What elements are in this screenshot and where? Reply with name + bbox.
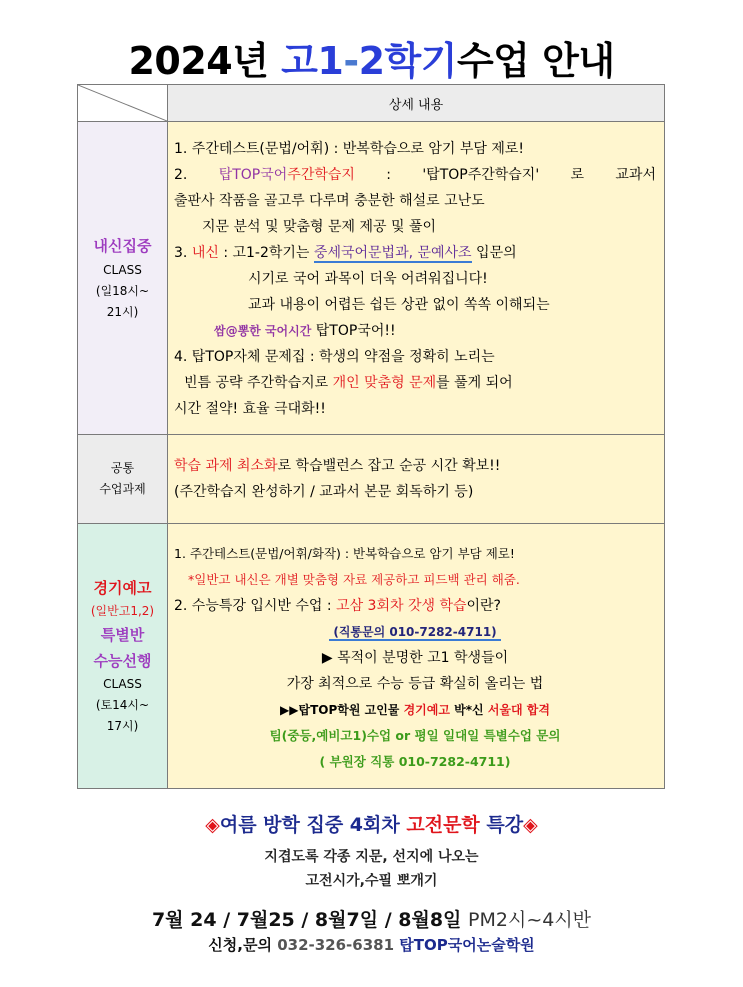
text-line: 지문 분석 및 맞춤형 문제 제공 및 풀이 <box>202 218 437 235</box>
text-fragment: 2. 수능특강 입시반 수업 : <box>174 597 332 614</box>
diamond-icon: ◈ <box>523 814 538 836</box>
label-suneung: 수능선행 <box>93 652 152 671</box>
label-time-start: (일18시~ <box>95 283 150 298</box>
row-label-naesin <box>78 122 168 435</box>
header-detail-label: 상세 내용 <box>168 85 665 122</box>
schedule-table <box>77 84 665 789</box>
text-line <box>174 593 656 619</box>
promo-dates <box>0 905 743 932</box>
text-line <box>174 453 656 479</box>
text-line: 1. 주간테스트(문법/어휘) : 반복학습으로 암기 부담 제로! <box>174 140 525 157</box>
promo-title-part: 특강 <box>486 814 524 836</box>
text-line <box>174 370 656 396</box>
text-fragment: 교과서 <box>615 166 656 183</box>
text-fragment: 로 <box>570 166 585 183</box>
promo-subtitle-2: 고전시가,수필 뽀개기 <box>305 873 438 889</box>
row-label-special <box>78 524 168 789</box>
row-label-common <box>78 435 168 524</box>
text-line: 4. 탑TOP자체 문제집 : 학생의 약점을 정확히 노리는 <box>174 348 495 365</box>
text-fragment: 를 풀게 되어 <box>436 374 513 391</box>
text-line <box>174 318 656 344</box>
label-gyeonggi: 경기예고 <box>93 578 152 597</box>
row-body-common <box>168 435 665 524</box>
text-fragment: 학습 과제 최소화 <box>174 458 278 474</box>
contact-phone: 032-326-6381 <box>277 936 395 954</box>
label-time-start: (토14시~ <box>95 698 150 713</box>
text-line <box>174 162 656 188</box>
text-line: 팀(중등,예비고1)수업 or 평일 일대일 특별수업 문의 <box>269 727 561 743</box>
text-fragment: 경기예고 <box>403 702 450 717</box>
table-row-common <box>78 435 665 524</box>
promo-time: PM2시~4시반 <box>468 909 592 931</box>
hotline-phone: (직통문의 010-7282-4711) <box>329 625 500 641</box>
text-line <box>174 240 656 266</box>
text-line: ( 부원장 직통 010-7282-4711) <box>319 753 511 769</box>
text-fragment: ▶▶탑TOP학원 고인물 <box>280 702 400 717</box>
text-fragment: 고삼 3회차 갓생 학습 <box>336 597 467 614</box>
text-fragment: 탑TOP국어 <box>218 166 288 183</box>
promo-contact <box>0 934 743 955</box>
text-line: 시기로 국어 과목이 더욱 어려워집니다! <box>248 270 488 287</box>
text-fragment: 쌈@뽕한 국어시간 <box>214 323 312 338</box>
text-fragment: 2. <box>174 166 188 183</box>
text-fragment: 내신 <box>191 244 219 261</box>
text-fragment: : 고1-2학기는 <box>223 244 310 261</box>
promo-title <box>0 810 743 837</box>
page-title <box>0 30 743 85</box>
text-fragment: 입문의 <box>476 244 517 261</box>
text-line: (주간학습지 완성하기 / 교과서 본문 회독하기 등) <box>174 484 474 500</box>
text-line: ▶ 목적이 분명한 고1 학생들이 <box>321 649 509 666</box>
text-fragment: : <box>386 166 391 183</box>
text-fragment: 중세국어문법과, 문예사조 <box>313 244 472 261</box>
label-special-class: 특별반 <box>100 625 145 644</box>
title-semester: 2학기 <box>358 39 457 83</box>
promo-title-highlight: 고전문학 <box>406 814 480 836</box>
promo-title-part: 여름 방학 집중 4회차 <box>219 814 400 836</box>
promo-date-list: 7월 24 / 7월25 / 8월7일 / 8월8일 <box>151 909 462 931</box>
text-line: 출판사 작품을 골고루 다루며 충분한 해설로 고난도 <box>174 192 485 209</box>
table-header-row <box>78 85 665 122</box>
title-grade: 고1 <box>281 39 344 83</box>
contact-label: 신청,문의 <box>208 936 272 954</box>
text-fragment: 로 학습밸런스 잡고 순공 시간 확보!! <box>277 458 501 474</box>
text-line: 시간 절약! 효율 극대화!! <box>174 400 326 417</box>
academy-name: 탑TOP국어논술학원 <box>399 936 535 954</box>
label-common: 공통 <box>110 461 135 475</box>
text-line <box>174 619 656 645</box>
title-rest: 수업 안내 <box>456 39 615 83</box>
text-fragment: 3. <box>174 244 188 261</box>
text-fragment: '탑TOP주간학습지' <box>422 166 540 183</box>
text-line: 가장 최적으로 수능 등급 확실히 올리는 법 <box>286 675 544 692</box>
diagonal-line-icon <box>78 85 167 121</box>
label-assignment: 수업과제 <box>99 482 146 496</box>
table-row-naesin <box>78 122 665 435</box>
text-line <box>174 697 656 723</box>
text-fragment: 탑TOP국어!! <box>315 322 396 339</box>
diamond-icon: ◈ <box>205 814 220 836</box>
label-class: CLASS <box>103 677 142 692</box>
label-time-end: 21시) <box>106 304 139 319</box>
title-dash: - <box>343 39 359 83</box>
title-year: 2024년 <box>128 39 269 83</box>
text-line: 1. 주간테스트(문법/어휘/화작) : 반복학습으로 암기 부담 제로! <box>174 545 515 561</box>
text-fragment: 서울대 합격 <box>487 702 550 717</box>
text-fragment: 빈틈 공략 주간학습지로 <box>184 374 329 391</box>
row-body-special <box>168 524 665 789</box>
label-general-school: (일반고1,2) <box>90 603 155 618</box>
row-body-naesin <box>168 122 665 435</box>
text-fragment: 주간학습지 <box>287 166 355 183</box>
text-fragment: 개인 맞춤형 문제 <box>332 374 437 391</box>
text-line: *일반고 내신은 개별 맞춤형 자료 제공하고 피드백 관리 해줌. <box>188 571 520 587</box>
label-naesin-title: 내신집중 <box>93 237 152 256</box>
text-fragment: 이란? <box>466 597 501 614</box>
promo-subtitle-1: 지겹도록 각종 지문, 선지에 나오는 <box>264 849 479 865</box>
text-fragment: 박*신 <box>454 702 484 717</box>
text-line: 교과 내용이 어렵든 쉽든 상관 없이 쏙쏙 이해되는 <box>248 296 550 313</box>
header-diagonal-cell <box>78 85 168 122</box>
table-row-special <box>78 524 665 789</box>
label-class: CLASS <box>103 262 142 277</box>
label-time-end: 17시) <box>106 719 139 734</box>
